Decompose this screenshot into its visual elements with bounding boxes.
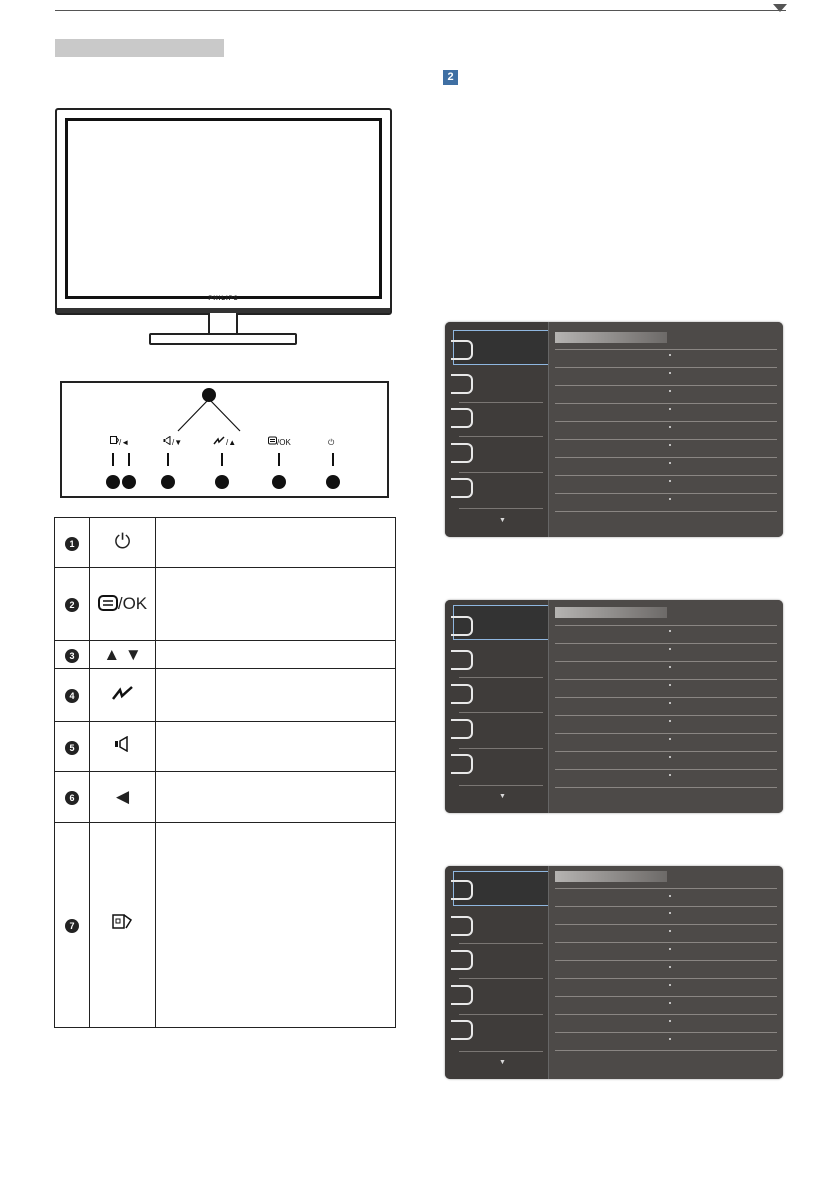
panel-label-menu [268, 432, 291, 450]
input-icon [451, 340, 473, 360]
section-title-bar [55, 39, 224, 57]
monitor-screen [65, 118, 382, 299]
callout-stem [112, 453, 114, 466]
table-row [55, 722, 396, 772]
osd-screen-1 [445, 322, 783, 537]
row-description [156, 568, 396, 641]
language-icon [451, 1020, 473, 1040]
row-description [156, 722, 396, 772]
table-row [55, 641, 396, 669]
audio-icon [451, 684, 473, 704]
menu-icon [268, 436, 277, 445]
callout-stem [128, 453, 130, 466]
row-number: 6 [65, 791, 79, 805]
row-description [156, 669, 396, 722]
back-icon: ◀ [115, 787, 130, 806]
osd-submenu-column [548, 322, 783, 537]
power-icon: ⏻ [328, 438, 335, 447]
panel-label-text: /◄ [119, 438, 130, 447]
panel-label-power [328, 432, 334, 450]
monitor-brand-label: PHILIPS [208, 296, 239, 302]
picture-icon [451, 916, 473, 936]
corner-arrow-icon [773, 4, 787, 12]
power-icon: ⏻ [114, 531, 131, 553]
row-number: 2 [65, 598, 79, 612]
callout-stem [221, 453, 223, 466]
row-number: 7 [65, 919, 79, 933]
osd-menu-column [445, 322, 548, 537]
table-row [55, 568, 396, 641]
callout-4-dot [215, 475, 229, 489]
callout-6-dot [122, 475, 136, 489]
picture-icon [451, 650, 473, 670]
smartsubtitle-icon [112, 913, 134, 931]
language-icon [451, 443, 473, 463]
callout-2-dot [272, 475, 286, 489]
callout-stem [278, 453, 280, 466]
callout-stem [167, 453, 169, 466]
smartimage-icon [213, 436, 226, 445]
callout-1-dot [326, 475, 340, 489]
osd-submenu-column [548, 866, 783, 1079]
row-description [156, 823, 396, 1028]
color-icon [451, 985, 473, 1005]
monitor-illustration [55, 108, 392, 315]
table-row [55, 823, 396, 1028]
panel-label-text: /▲ [226, 438, 237, 447]
panel-label-text: /▼ [172, 438, 183, 447]
callout-7-dot [106, 475, 120, 489]
input-icon [451, 880, 473, 900]
panel-label-text: /OK [277, 438, 291, 447]
osd-screen-2 [445, 600, 783, 813]
row-number: 1 [65, 537, 79, 551]
volume-icon [113, 736, 133, 752]
panel-label-volume [163, 432, 182, 450]
row-number: 5 [65, 741, 79, 755]
step-badge: 2 [443, 70, 458, 85]
callout-5-dot [161, 475, 175, 489]
table-row [55, 518, 396, 568]
volume-icon [163, 436, 172, 445]
smartimage-icon [111, 685, 135, 701]
row-description [156, 518, 396, 568]
row-description [156, 641, 396, 669]
row-description [156, 772, 396, 823]
scroll-down-icon: ▼ [499, 793, 506, 800]
color-icon [451, 719, 473, 739]
controls-table [54, 517, 396, 1028]
scroll-down-icon: ▼ [499, 517, 506, 524]
scroll-down-icon: ▼ [499, 1059, 506, 1066]
row-number: 3 [65, 649, 79, 663]
input-icon [451, 616, 473, 636]
color-icon [451, 408, 473, 428]
picture-icon [451, 374, 473, 394]
osd-submenu-column [548, 600, 783, 813]
callout-connector-lines [170, 395, 250, 435]
audio-icon [451, 950, 473, 970]
monitor-stand-neck [208, 313, 238, 335]
row-number: 4 [65, 689, 79, 703]
table-row [55, 669, 396, 722]
monitor-stand-base [149, 333, 297, 345]
osd-menu-column [445, 600, 548, 813]
language-icon [451, 754, 473, 774]
osd-screen-3 [445, 866, 783, 1079]
up-down-icon: ▲ ▼ [103, 644, 142, 664]
panel-label-smartimage [213, 432, 236, 450]
smartsubtitle-icon [110, 436, 119, 445]
menu-ok-label: /OK [117, 594, 148, 613]
osd-menu-column [445, 866, 548, 1079]
callout-stem [332, 453, 334, 466]
panel-label-smartsubtitle [110, 432, 129, 450]
setup-icon [451, 478, 473, 498]
top-rule [55, 10, 786, 11]
table-row [55, 772, 396, 823]
menu-ok-icon [98, 595, 118, 611]
